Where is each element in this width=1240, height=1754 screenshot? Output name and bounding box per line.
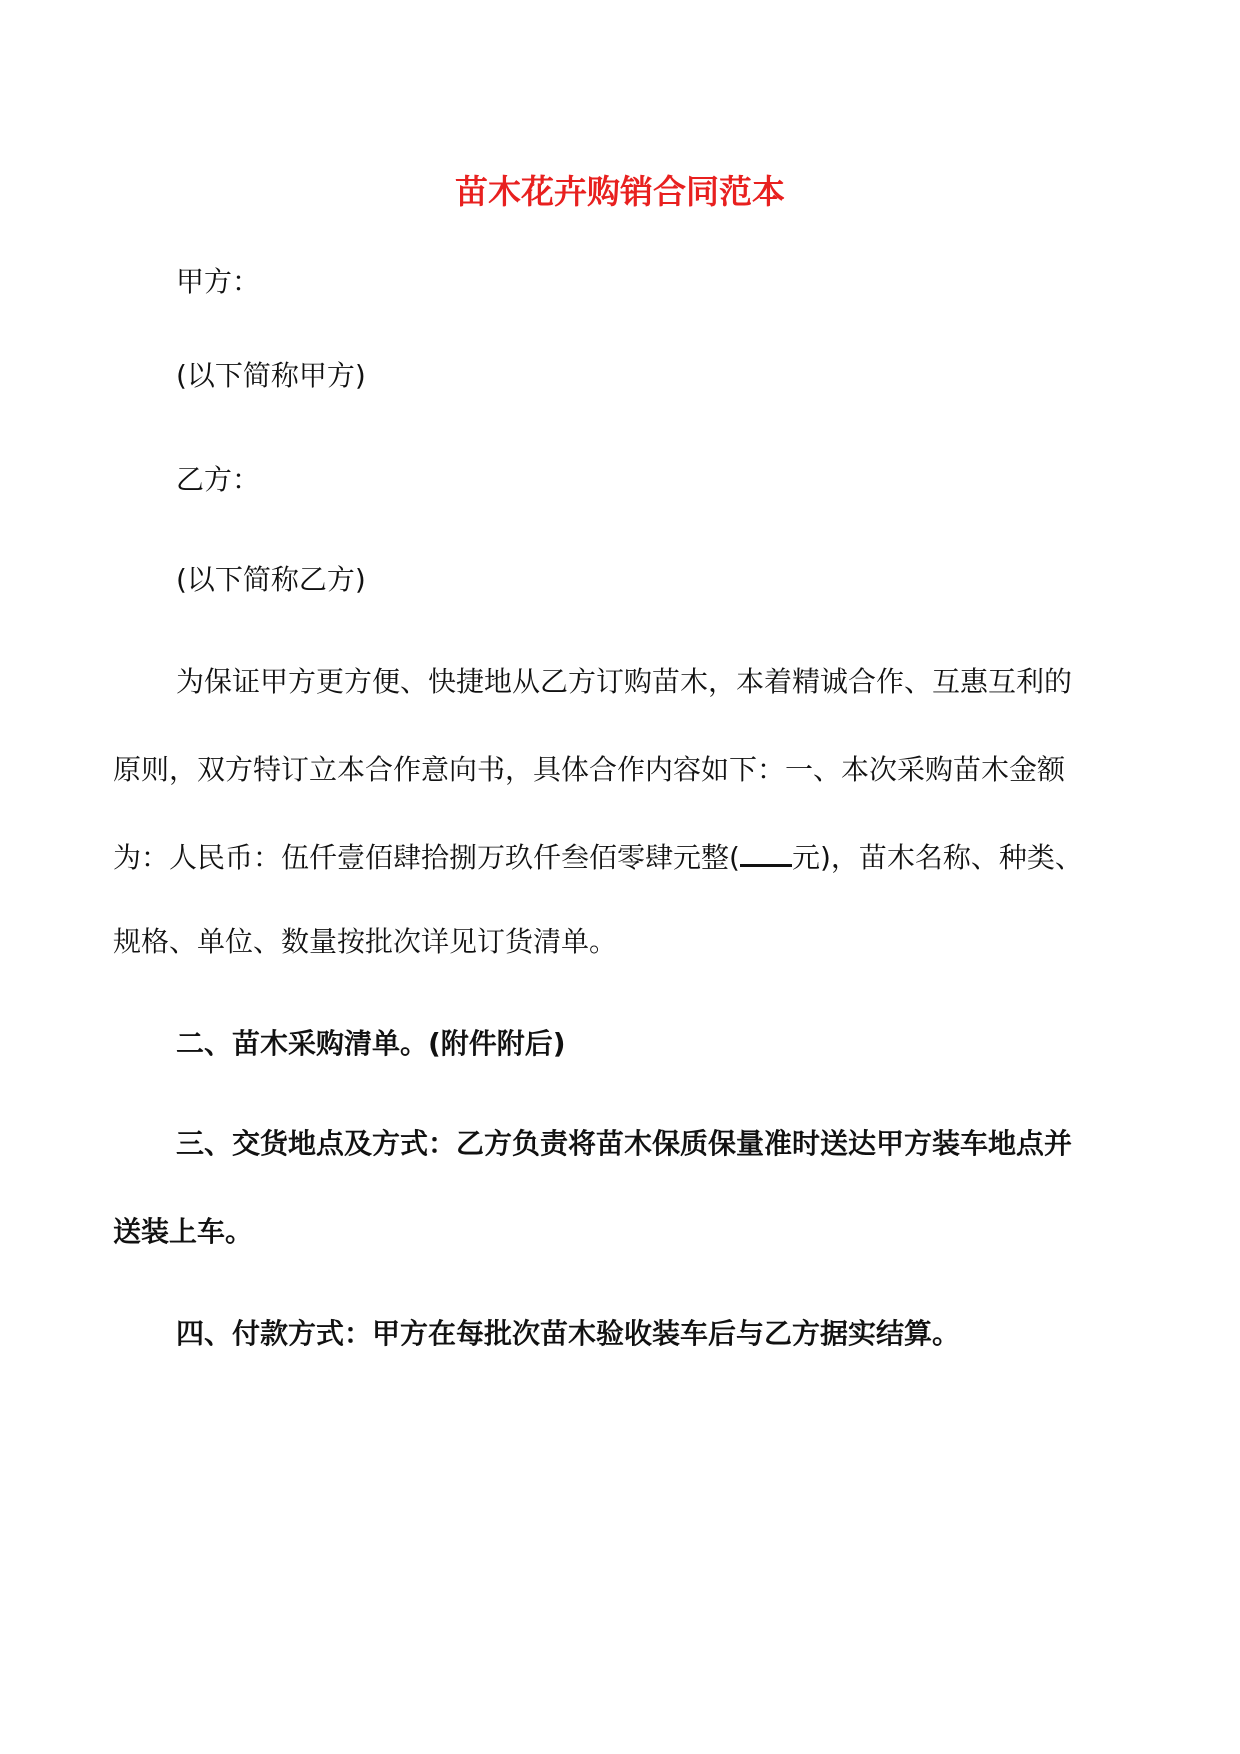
document-title: 苗木花卉购销合同范本 bbox=[455, 172, 785, 211]
intro-line-1: 为保证甲方更方便、快捷地从乙方订购苗木，本着精诚合作、互惠互利的 bbox=[176, 665, 1073, 698]
intro-line-4: 规格、单位、数量按批次详见订货清单。 bbox=[113, 925, 618, 958]
amount-text-after: 元)，苗木名称、种类、 bbox=[791, 841, 1083, 874]
party-a-alias: (以下简称甲方) bbox=[176, 359, 366, 392]
section-4: 四、付款方式：甲方在每批次苗木验收装车后与乙方据实结算。 bbox=[176, 1317, 961, 1350]
section-3-line-2: 送装上车。 bbox=[113, 1215, 254, 1248]
section-3-line-1: 三、交货地点及方式：乙方负责将苗木保质保量准时送达甲方装车地点并 bbox=[176, 1127, 1073, 1160]
party-b-label: 乙方： bbox=[176, 463, 261, 496]
intro-line-2: 原则，双方特订立本合作意向书，具体合作内容如下：一、本次采购苗木金额 bbox=[113, 753, 1066, 786]
amount-text: 为：人民币：伍仟壹佰肆拾捌万玖仟叁佰零肆元整( bbox=[113, 841, 740, 874]
intro-line-3 bbox=[0, 838, 1240, 878]
amount-blank bbox=[740, 840, 792, 867]
party-b-alias: (以下简称乙方) bbox=[176, 563, 366, 596]
section-2: 二、苗木采购清单。(附件附后) bbox=[176, 1027, 566, 1060]
party-a-label: 甲方： bbox=[176, 265, 261, 298]
